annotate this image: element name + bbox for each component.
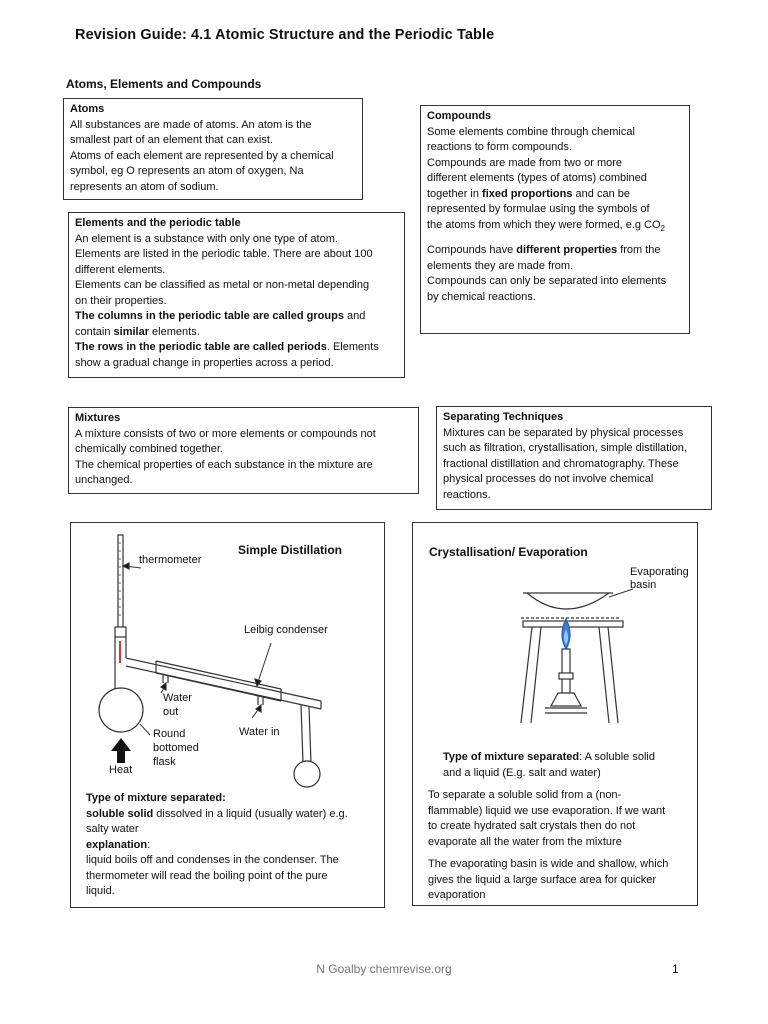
compounds-title: Compounds: [427, 110, 492, 122]
condenser-label: Leibig condenser: [244, 624, 328, 636]
bold-term: different properties: [516, 244, 618, 257]
elements-line: on their properties.: [75, 294, 167, 307]
crystallisation-panel: [412, 522, 698, 906]
water-out-label: Water: [163, 692, 192, 704]
mixtures-line: The chemical properties of each substance in the mixture are: [75, 458, 373, 471]
separating-line: physical processes do not involve chemical: [443, 473, 654, 485]
atoms-line: symbol, eg O represents an atom of oxygen, Na: [70, 165, 304, 177]
basin-label: Evaporating: [630, 566, 689, 578]
elements-line: [75, 340, 398, 356]
elements-line: [75, 325, 398, 341]
caption-line: To separate a soluble solid from a (non-: [428, 789, 622, 801]
compounds-line: by chemical reactions.: [427, 290, 536, 303]
compounds-line: Compounds can only be separated into elements: [427, 275, 667, 288]
text: : A soluble solid: [579, 751, 655, 763]
flask-label: flask: [153, 756, 176, 768]
compounds-line: represented by formulae using the symbols of: [427, 203, 650, 215]
caption-line: flammable) liquid we use evaporation. If we want: [428, 804, 666, 817]
compounds-line: Some elements combine through chemical: [427, 125, 635, 138]
elements-line: An element is a substance with only one type of atom.: [75, 232, 338, 245]
crystallisation-paragraph: [428, 788, 696, 904]
crystallisation-caption: [443, 750, 693, 781]
water-out-label: out: [163, 706, 179, 718]
elements-line: different elements.: [75, 263, 166, 276]
compounds-line: [427, 218, 683, 237]
text: together in: [427, 187, 483, 200]
text: contain: [75, 325, 114, 338]
compounds-line: reactions to form compounds.: [427, 141, 572, 153]
thermometer-label: thermometer: [139, 554, 202, 566]
bold-term: soluble solid: [86, 807, 154, 820]
elements-line: show a gradual change in properties across a period.: [75, 356, 334, 369]
section-heading: Atoms, Elements and Compounds: [66, 77, 262, 91]
caption-line: gives the liquid a large surface area for quicker: [428, 873, 657, 886]
caption-line: The evaporating basin is wide and shallow, which: [428, 858, 669, 870]
text: dissolved in a liquid (usually water) e.g.: [153, 807, 348, 820]
bold-term: similar: [113, 325, 149, 338]
caption-line: liquid.: [86, 885, 115, 897]
caption-line: [443, 750, 693, 766]
text: and: [343, 310, 366, 322]
elements-line: [75, 309, 398, 325]
caption-line: liquid boils off and condenses in the condenser. The: [86, 854, 339, 866]
mixtures-line: unchanged.: [75, 474, 133, 486]
page-title: Revision Guide: 4.1 Atomic Structure and the Periodic Table: [75, 27, 495, 43]
page-number: 1: [672, 962, 679, 976]
caption-line: [86, 838, 381, 854]
heat-label: Heat: [109, 764, 133, 776]
mixtures-box: [68, 407, 419, 494]
separating-line: Mixtures can be separated by physical processes: [443, 426, 684, 439]
separating-line: reactions.: [443, 488, 491, 501]
caption-line: evaporate all the water from the mixture: [428, 835, 622, 848]
basin-label: basin: [630, 579, 657, 591]
elements-box: [68, 212, 405, 378]
elements-line: Elements are listed in the periodic table. There are about 100: [75, 248, 373, 260]
separating-box: [436, 406, 712, 510]
elements-line: Elements can be classified as metal or non-metal depending: [75, 279, 370, 291]
distillation-apparatus: [71, 523, 384, 793]
separating-line: such as filtration, crystallisation, simple distillation,: [443, 442, 687, 454]
caption-line: [86, 807, 381, 823]
compounds-line: [427, 243, 683, 259]
text: :: [147, 838, 151, 851]
text: Compounds have: [427, 244, 517, 257]
bold-term: fixed proportions: [482, 187, 573, 200]
atoms-box: [63, 98, 363, 200]
distillation-title: Simple Distillation: [238, 543, 343, 557]
atoms-line: represents an atom of sodium.: [70, 180, 219, 193]
flask-label: Round: [153, 728, 186, 740]
text: elements.: [149, 325, 200, 338]
bold-term: The columns in the periodic table are called groups: [75, 310, 344, 322]
atoms-line: smallest part of an element that can exist.: [70, 134, 273, 146]
atoms-line: Atoms of each element are represented by a chemical: [70, 149, 334, 162]
compounds-line: [427, 187, 683, 203]
text: from the: [617, 244, 661, 257]
caption-line: evaporation: [428, 889, 486, 901]
caption-line: salty water: [86, 823, 139, 835]
text: . Elements: [326, 341, 379, 353]
separating-line: fractional distillation and chromatography. These: [443, 457, 679, 470]
compounds-box: [420, 105, 690, 334]
footer-credit: N Goalby chemrevise.org: [316, 962, 452, 976]
bold-term: The rows in the periodic table are called periods: [75, 341, 327, 353]
compounds-line: Compounds are made from two or more: [427, 156, 623, 169]
bold-term: explanation: [86, 838, 148, 851]
distillation-panel: [70, 522, 385, 908]
text: the atoms from which they were formed, e.g CO: [427, 218, 661, 231]
crystallisation-title: Crystallisation/ Evaporation: [429, 545, 588, 559]
flask-label: bottomed: [153, 742, 199, 754]
caption-line: and a liquid (E.g. salt and water): [443, 766, 601, 779]
elements-title: Elements and the periodic table: [75, 217, 241, 229]
atoms-title: Atoms: [70, 103, 105, 115]
atoms-line: All substances are made of atoms. An atom is the: [70, 118, 312, 131]
compounds-line: elements they are made from.: [427, 259, 574, 272]
caption-line: thermometer will read the boiling point of the pure: [86, 869, 328, 882]
mixtures-line: chemically combined together.: [75, 443, 223, 455]
mixtures-title: Mixtures: [75, 412, 121, 424]
caption-line: to create hydrated salt crystals then do not: [428, 820, 636, 832]
water-in-label: Water in: [239, 726, 280, 738]
separating-title: Separating Techniques: [443, 411, 564, 423]
mixtures-line: A mixture consists of two or more elements or compounds not: [75, 427, 376, 440]
caption-line: Type of mixture separated:: [86, 792, 226, 804]
distillation-caption: [86, 791, 381, 900]
text: and can be: [572, 187, 630, 200]
compounds-line: different elements (types of atoms) combined: [427, 172, 647, 184]
bold-term: Type of mixture separated: [443, 751, 580, 763]
subscript: 2: [660, 223, 665, 233]
